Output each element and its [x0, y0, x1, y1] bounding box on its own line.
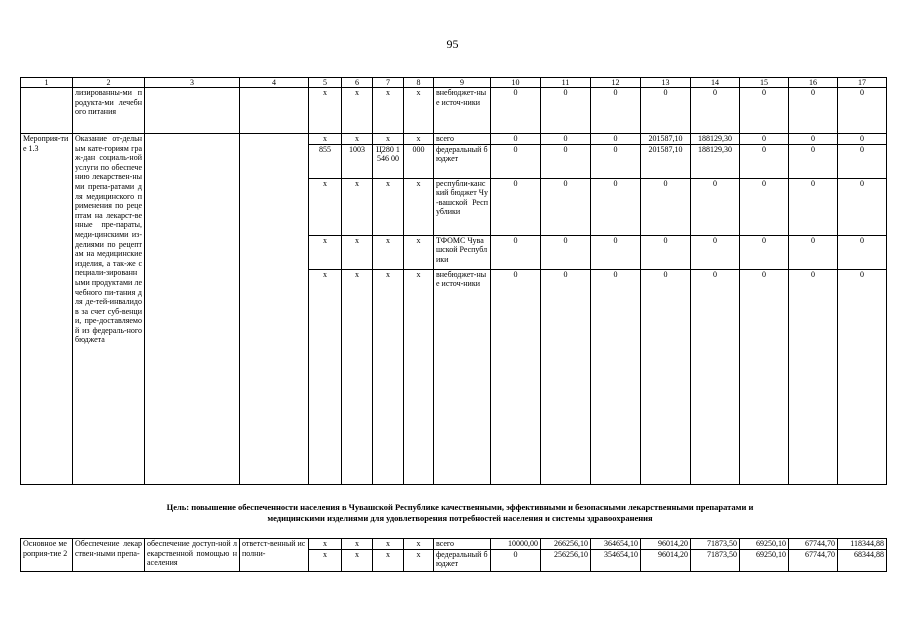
value-cell: 0 — [541, 88, 591, 134]
column-number-cell: 9 — [434, 78, 491, 88]
value-cell: 0 — [691, 88, 740, 134]
table-row — [21, 539, 887, 550]
value-cell: 0 — [641, 269, 691, 484]
value-cell: 0 — [591, 235, 641, 269]
code-cell: x — [404, 539, 434, 550]
column-number-cell: 14 — [691, 78, 740, 88]
value-cell: 0 — [641, 88, 691, 134]
value-cell: 0 — [491, 549, 541, 571]
value-cell: 0 — [541, 269, 591, 484]
code-cell: Ц280 1546 00 — [373, 144, 404, 178]
column-number-cell: 1 — [21, 78, 73, 88]
code-cell: x — [404, 178, 434, 235]
code-cell: 1003 — [342, 144, 373, 178]
code-cell: x — [309, 549, 342, 571]
code-cell: x — [404, 549, 434, 571]
main-event-name: Обеспечение лекарствен-ными препа- — [73, 539, 145, 572]
column-number-cell: 5 — [309, 78, 342, 88]
code-cell: x — [342, 235, 373, 269]
code-cell: x — [373, 134, 404, 145]
code-cell: x — [309, 178, 342, 235]
column-number-cell: 4 — [240, 78, 309, 88]
column-number-cell: 7 — [373, 78, 404, 88]
value-cell: 364654,10 — [591, 539, 641, 550]
code-cell: x — [373, 235, 404, 269]
value-cell: 10000,00 — [491, 539, 541, 550]
value-cell: 96014,20 — [641, 549, 691, 571]
code-cell: x — [342, 88, 373, 134]
value-cell: 0 — [740, 269, 789, 484]
value-cell: 118344,88 — [838, 539, 887, 550]
value-cell: 0 — [838, 178, 887, 235]
value-cell: 0 — [591, 269, 641, 484]
funding-source: внебюджет-ные источ-ники — [434, 88, 491, 134]
value-cell: 0 — [691, 235, 740, 269]
code-cell: x — [373, 549, 404, 571]
funding-source: всего — [434, 539, 491, 550]
page-number: 95 — [446, 37, 459, 51]
value-cell: 0 — [541, 235, 591, 269]
code-cell: x — [342, 549, 373, 571]
value-cell: 0 — [691, 178, 740, 235]
column-number-cell: 15 — [740, 78, 789, 88]
measure-description: Оказание от-дельным кате-гориям граж-дан социаль-ной услуги по обеспечению лекарствен-ными препа-ратами для медицинского применения по рецептам на лекарст-венные пре-параты, меди-цинскими из-делиями по рецептам на медицинские изделия, а так-же специали-зированными продуктами лечебного пи-тания для де-тей-инвалидов за счет суб-венции, пре-доставляемой из федераль-ного бюджета — [73, 134, 145, 485]
value-cell: 354654,10 — [591, 549, 641, 571]
column-number-cell: 12 — [591, 78, 641, 88]
value-cell: 68344,88 — [838, 549, 887, 571]
value-cell: 96014,20 — [641, 539, 691, 550]
code-cell: x — [404, 269, 434, 484]
code-cell: x — [373, 269, 404, 484]
value-cell: 188129,30 — [691, 134, 740, 145]
code-cell: x — [373, 178, 404, 235]
value-cell: 0 — [491, 144, 541, 178]
value-cell: 0 — [641, 178, 691, 235]
main-event-table — [20, 538, 887, 572]
code-cell: 000 — [404, 144, 434, 178]
code-cell: x — [342, 134, 373, 145]
value-cell: 0 — [541, 178, 591, 235]
value-cell: 0 — [591, 178, 641, 235]
code-cell: x — [404, 88, 434, 134]
value-cell: 0 — [838, 144, 887, 178]
value-cell: 0 — [789, 269, 838, 484]
code-cell: x — [309, 539, 342, 550]
funding-source: федеральный бюджет — [434, 549, 491, 571]
value-cell: 0 — [491, 88, 541, 134]
value-cell: 0 — [591, 88, 641, 134]
value-cell: 0 — [491, 134, 541, 145]
value-cell: 0 — [591, 134, 641, 145]
goal-heading: Цель: повышение обеспеченности населения в Чувашской Республике качественными, эффективными и безопасными лекарственными препаратами и медицинскими изделиями для удовлетворения потребностей населения и системы здравоохранения — [166, 502, 754, 523]
value-cell: 266256,10 — [541, 539, 591, 550]
code-cell: x — [309, 269, 342, 484]
value-cell: 71873,50 — [691, 549, 740, 571]
value-cell: 0 — [838, 235, 887, 269]
code-cell: x — [309, 235, 342, 269]
value-cell: 0 — [838, 269, 887, 484]
value-cell: 0 — [838, 134, 887, 145]
code-cell: 855 — [309, 144, 342, 178]
cell-empty — [21, 88, 73, 134]
value-cell: 71873,50 — [691, 539, 740, 550]
code-cell: x — [404, 134, 434, 145]
value-cell: 0 — [789, 178, 838, 235]
column-number-cell: 11 — [541, 78, 591, 88]
funding-source: республи-канский бюджет Чу-вашской Республики — [434, 178, 491, 235]
column-number-row — [21, 78, 887, 88]
funding-source: всего — [434, 134, 491, 145]
value-cell: 0 — [591, 144, 641, 178]
value-cell: 0 — [789, 88, 838, 134]
value-cell: 69250,10 — [740, 549, 789, 571]
value-cell: 0 — [789, 144, 838, 178]
code-cell: x — [342, 539, 373, 550]
value-cell: 0 — [491, 235, 541, 269]
value-cell: 188129,30 — [691, 144, 740, 178]
code-cell: x — [404, 235, 434, 269]
value-cell: 0 — [740, 178, 789, 235]
value-cell: 256256,10 — [541, 549, 591, 571]
cell-empty — [145, 88, 240, 134]
code-cell: x — [342, 269, 373, 484]
cell-empty — [240, 88, 309, 134]
value-cell: 0 — [491, 178, 541, 235]
funding-source: ТФОМС Чувашской Республики — [434, 235, 491, 269]
code-cell: x — [342, 178, 373, 235]
main-event-label: Основное мероприя-тие 2 — [21, 539, 73, 572]
measure-label: Мероприя-тие 1.3 — [21, 134, 73, 485]
code-cell: x — [373, 539, 404, 550]
value-cell: 67744,70 — [789, 539, 838, 550]
column-number-cell: 3 — [145, 78, 240, 88]
row-name: лизированны-ми продукта-ми лечебного питания — [73, 88, 145, 134]
value-cell: 201587,10 — [641, 144, 691, 178]
funding-source: федеральный бюджет — [434, 144, 491, 178]
value-cell: 0 — [691, 269, 740, 484]
column-number-cell: 2 — [73, 78, 145, 88]
funding-source: внебюджет-ные источ-ники — [434, 269, 491, 484]
value-cell: 67744,70 — [789, 549, 838, 571]
value-cell: 0 — [789, 134, 838, 145]
code-cell: x — [309, 88, 342, 134]
main-event-responsible: ответст-венный исполни- — [240, 539, 309, 572]
value-cell: 0 — [641, 235, 691, 269]
value-cell: 0 — [491, 269, 541, 484]
cell-empty — [145, 134, 240, 485]
value-cell: 69250,10 — [740, 539, 789, 550]
column-number-cell: 13 — [641, 78, 691, 88]
main-event-goal: обеспечение доступ-ной лекарственной помощью населения — [145, 539, 240, 572]
table-row — [21, 134, 887, 145]
cell-empty — [240, 134, 309, 485]
table-row — [21, 88, 887, 134]
code-cell: x — [373, 88, 404, 134]
value-cell: 0 — [740, 235, 789, 269]
column-number-cell: 16 — [789, 78, 838, 88]
column-number-cell: 8 — [404, 78, 434, 88]
value-cell: 0 — [740, 88, 789, 134]
column-number-cell: 17 — [838, 78, 887, 88]
column-number-cell: 10 — [491, 78, 541, 88]
value-cell: 0 — [541, 134, 591, 145]
value-cell: 0 — [740, 144, 789, 178]
value-cell: 201587,10 — [641, 134, 691, 145]
main-table — [20, 77, 887, 485]
value-cell: 0 — [838, 88, 887, 134]
value-cell: 0 — [789, 235, 838, 269]
column-number-cell: 6 — [342, 78, 373, 88]
code-cell: x — [309, 134, 342, 145]
value-cell: 0 — [541, 144, 591, 178]
value-cell: 0 — [740, 134, 789, 145]
